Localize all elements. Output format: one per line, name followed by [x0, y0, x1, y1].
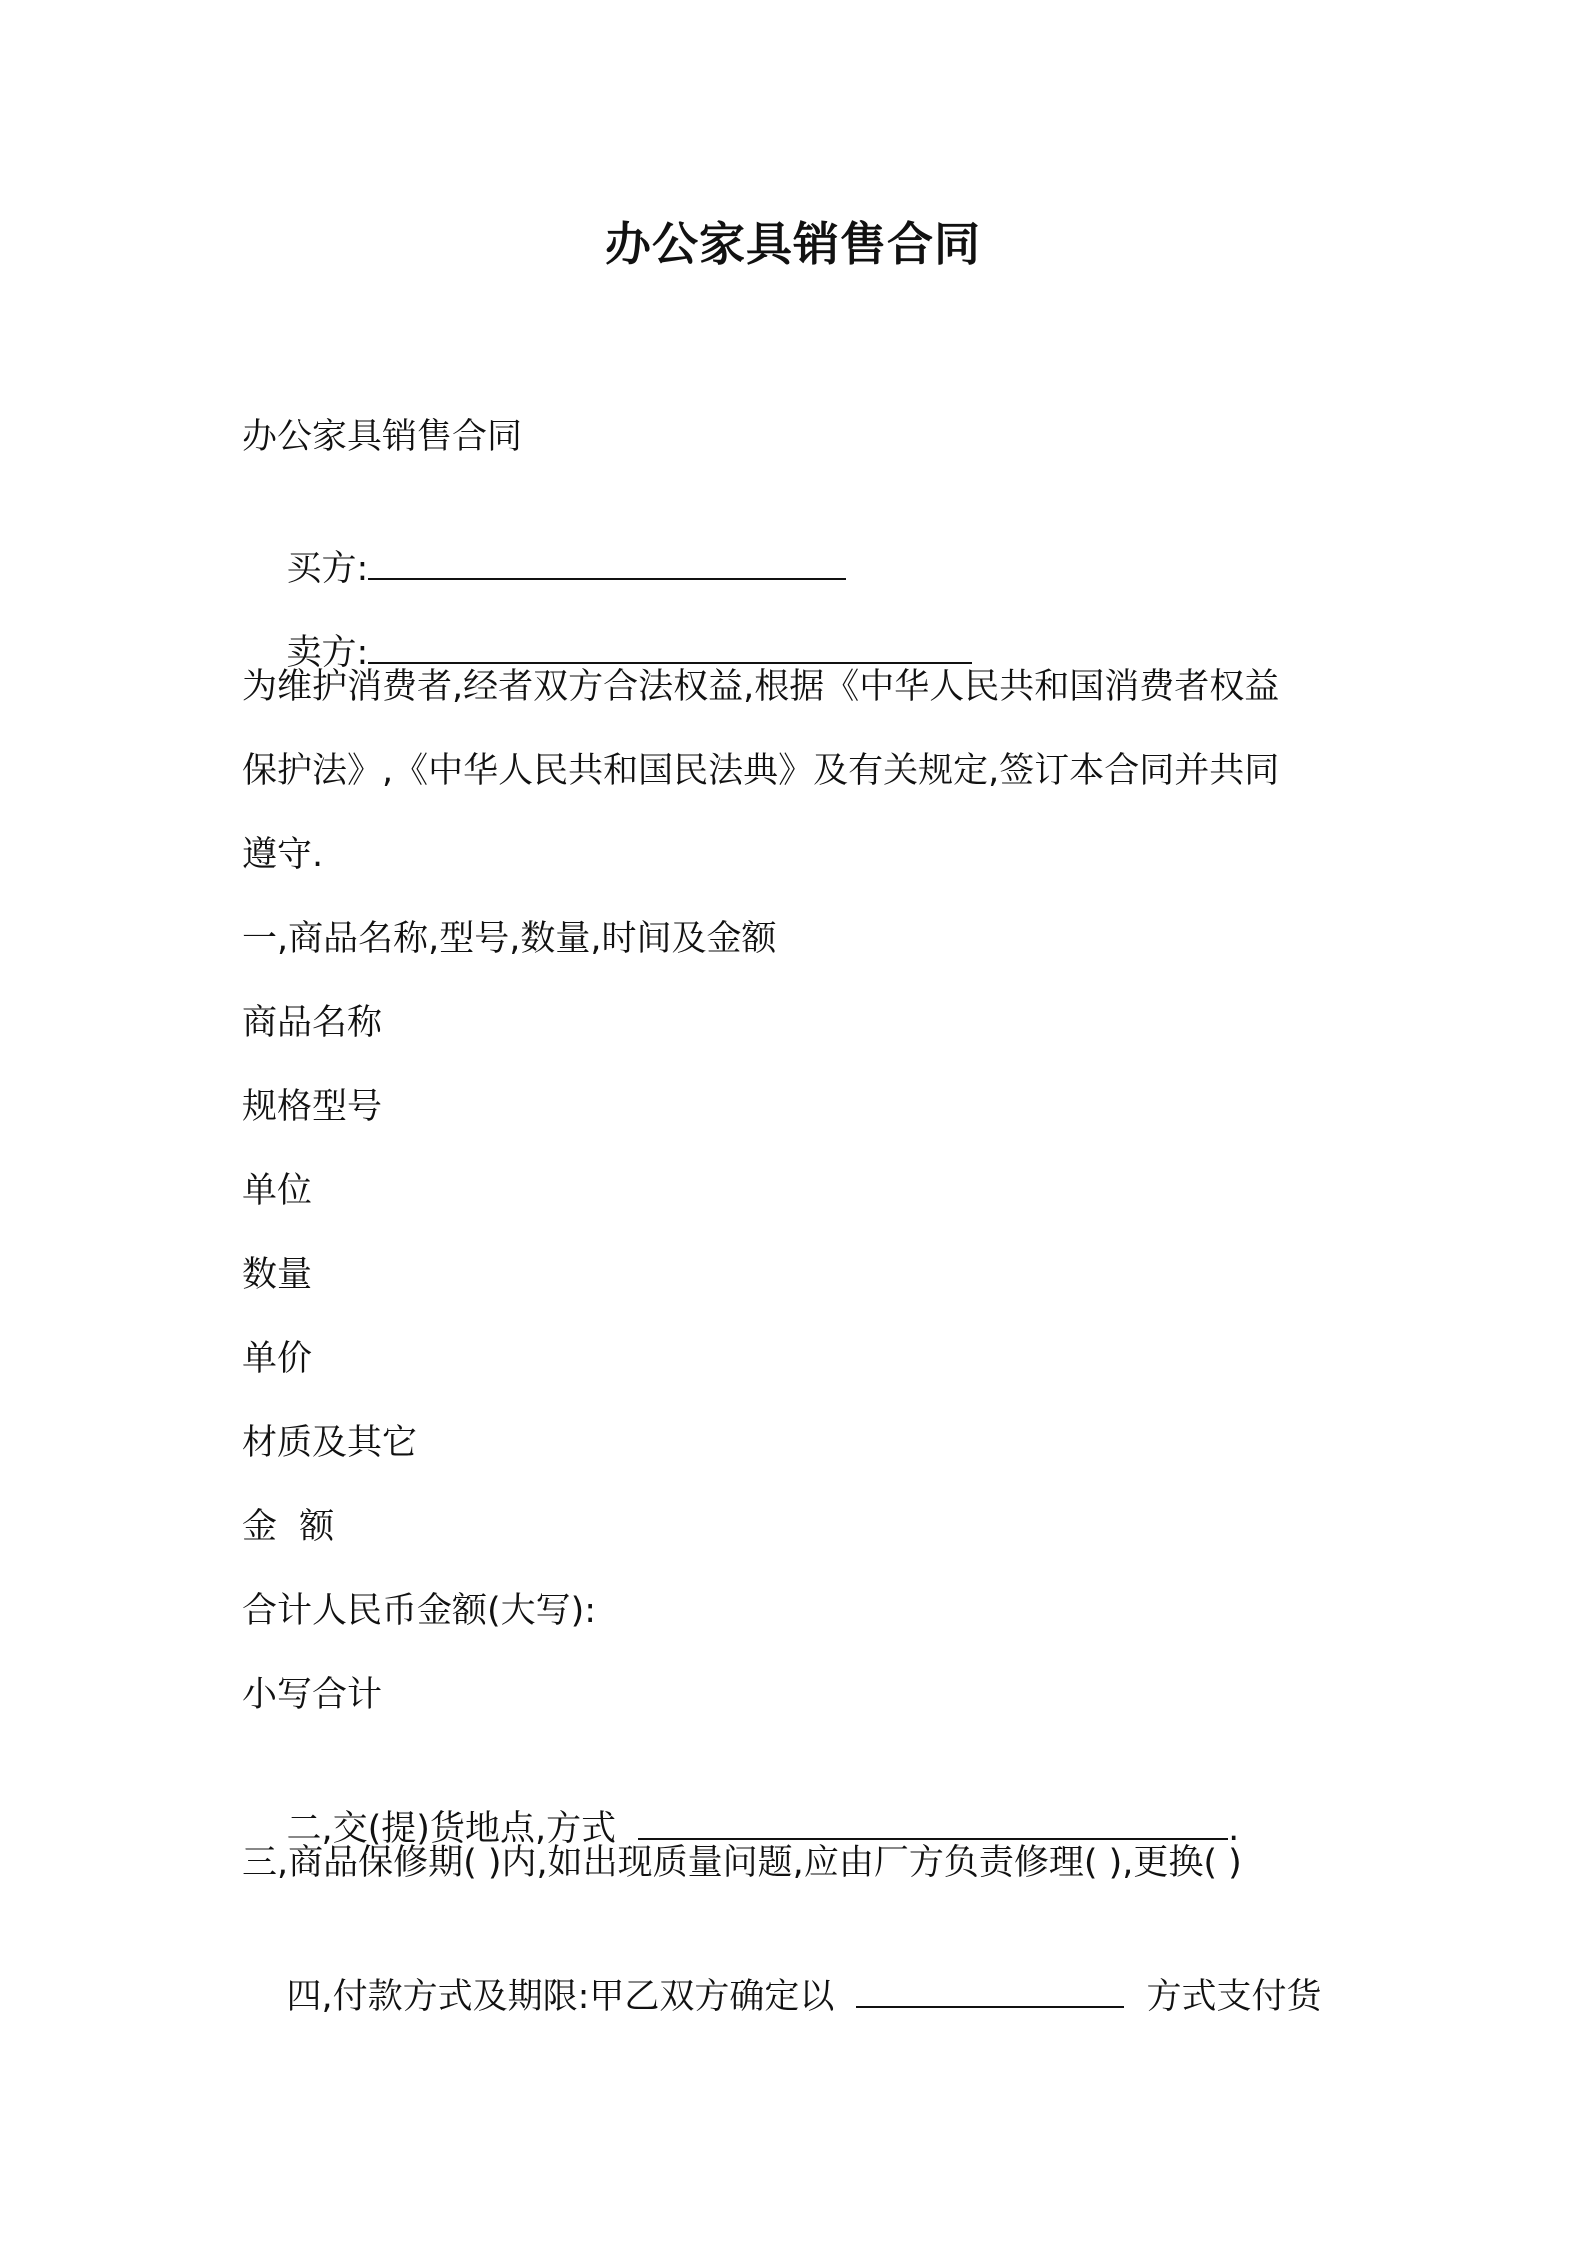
preamble-line-2: 保护法》,《中华人民共和国民法典》及有关规定,签订本合同并共同	[242, 751, 1280, 791]
section-2-suffix: .	[1228, 1809, 1240, 1849]
field-material: 材质及其它	[242, 1423, 418, 1463]
field-total-words: 合计人民币金额(大写):	[242, 1591, 597, 1631]
field-item-name: 商品名称	[242, 1003, 383, 1043]
section-4-line	[242, 1922, 1321, 2072]
contract-name-line: 办公家具销售合同	[242, 417, 523, 457]
field-quantity: 数量	[242, 1255, 313, 1295]
field-unit-price: 单价	[242, 1339, 313, 1379]
field-amount: 金 额	[242, 1507, 335, 1547]
preamble-line-1: 为维护消费者,经者双方合法权益,根据《中华人民共和国消费者权益	[242, 667, 1280, 707]
section-2-prefix: 二,交(提)货地点,方式	[286, 1809, 617, 1849]
field-total-figures: 小写合计	[242, 1675, 383, 1715]
seller-label: 卖方:	[286, 633, 369, 673]
field-unit: 单位	[242, 1171, 313, 1211]
document-title: 办公家具销售合同	[605, 217, 981, 271]
section-4-suffix: 方式支付货	[1146, 1977, 1322, 2017]
delivery-blank[interactable]	[638, 1804, 1228, 1840]
payment-method-blank[interactable]	[856, 1972, 1124, 2008]
buyer-label: 买方:	[286, 549, 369, 589]
section-1-heading: 一,商品名称,型号,数量,时间及金额	[242, 919, 777, 959]
seller-blank[interactable]	[368, 628, 972, 664]
section-4-prefix: 四,付款方式及期限:甲乙双方确定以	[286, 1977, 835, 2017]
preamble-line-3: 遵守.	[242, 835, 324, 875]
buyer-blank[interactable]	[368, 544, 846, 580]
field-model: 规格型号	[242, 1087, 383, 1127]
section-3-line: 三,商品保修期( )内,如出现质量问题,应由厂方负责修理( ),更换( )	[242, 1843, 1242, 1883]
